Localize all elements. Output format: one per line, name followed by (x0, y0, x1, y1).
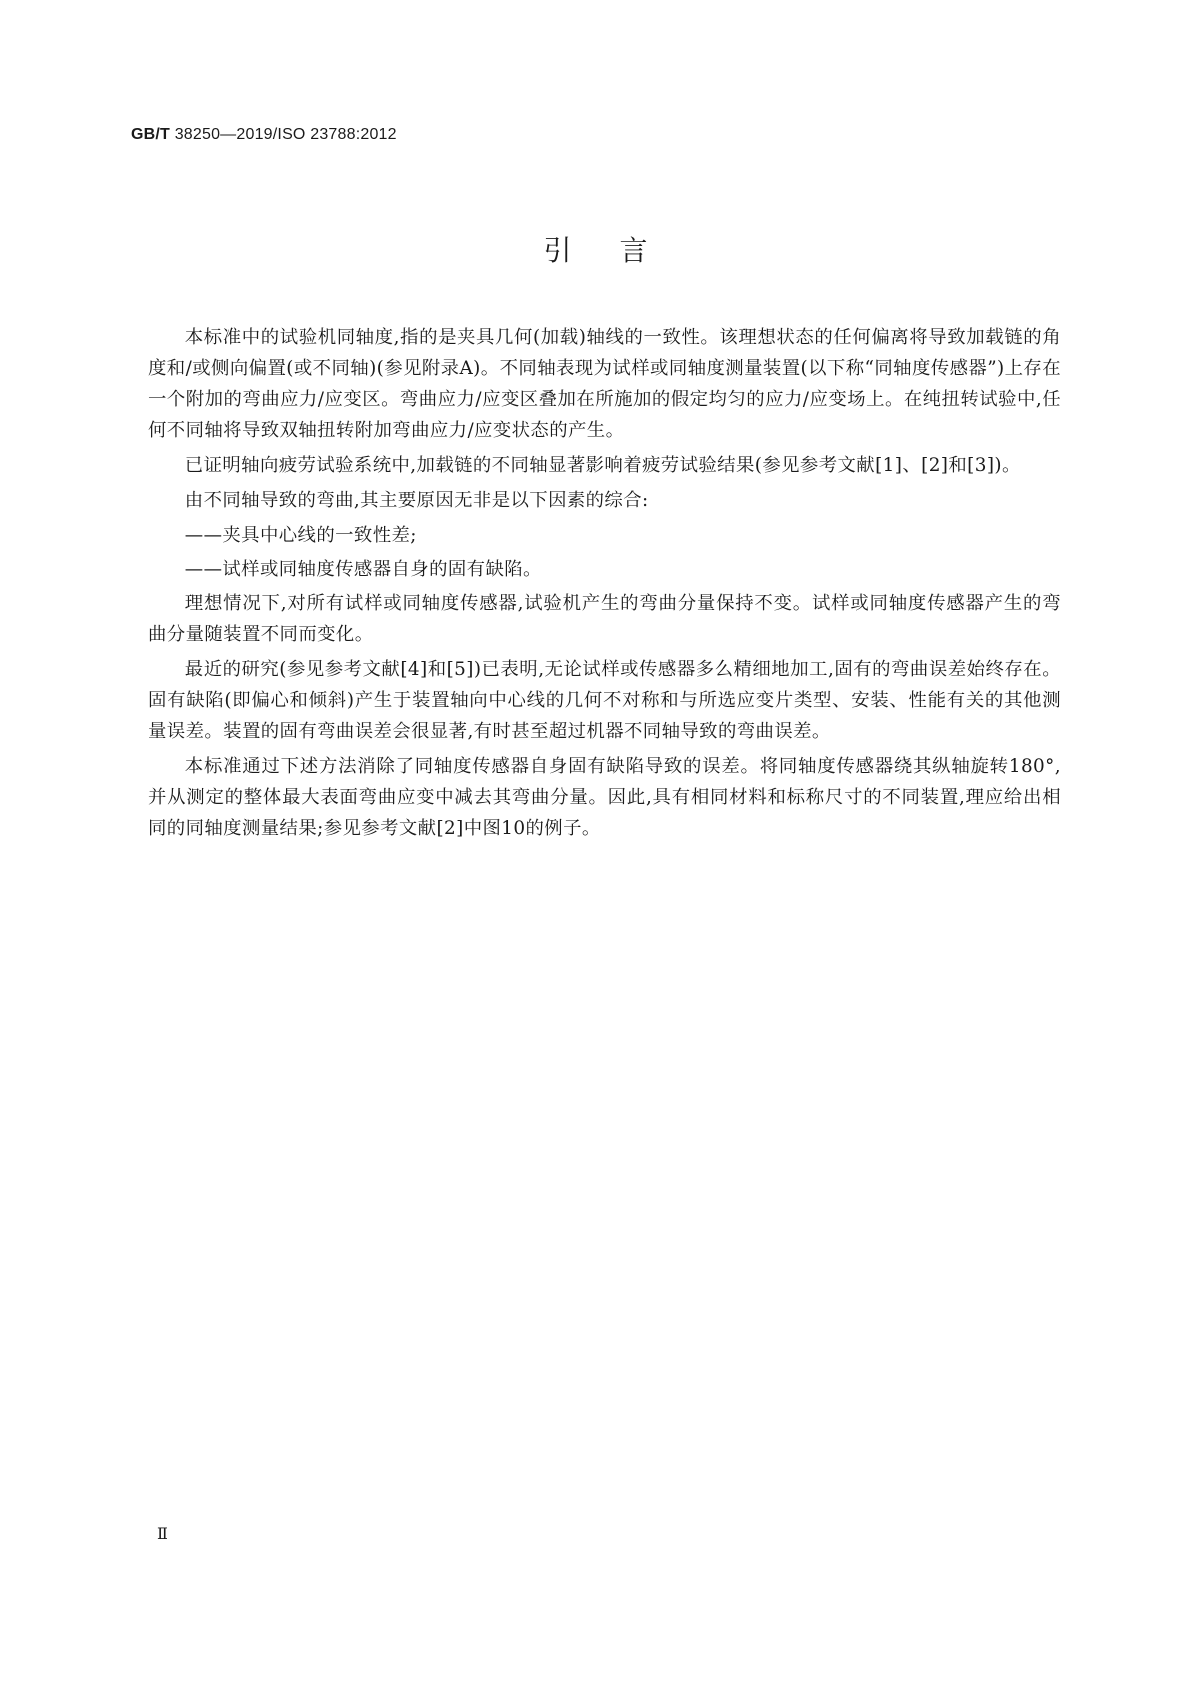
list-item: ——夹具中心线的一致性差; (184, 525, 417, 546)
paragraph: 理想情况下,对所有试样或同轴度传感器,试验机产生的弯曲分量保持不变。试样或同轴度传感器产生的弯曲分量随装置不同而变化。 (148, 593, 1061, 645)
standard-number: 38250—2019/ISO 23788:2012 (174, 126, 397, 143)
paragraph: 已证明轴向疲劳试验系统中,加载链的不同轴显著影响着疲劳试验结果(参见参考文献[1]、[2]和[3])。 (184, 455, 1021, 476)
list-item: ——试样或同轴度传感器自身的固有缺陷。 (184, 559, 542, 580)
body-text (148, 322, 1061, 848)
paragraph: 最近的研究(参见参考文献[4]和[5])已表明,无论试样或传感器多么精细地加工,固有的弯曲误差始终存在。固有缺陷(即偏心和倾斜)产生于装置轴向中心线的几何不对称和与所选应变片类型、安装、性能有关的其他测量误差。装置的固有弯曲误差会很显著,有时甚至超过机器不同轴导致的弯曲误差。 (148, 659, 1061, 742)
page-number: Ⅱ (157, 1524, 168, 1543)
section-title: 引言 (543, 234, 696, 267)
paragraph: 本标准中的试验机同轴度,指的是夹具几何(加载)轴线的一致性。该理想状态的任何偏离将导致加载链的角度和/或侧向偏置(或不同轴)(参见附录A)。不同轴表现为试样或同轴度测量装置(以下称“同轴度传感器”)上存在一个附加的弯曲应力/应变区。弯曲应力/应变区叠加在所施加的假定均匀的应力/应变场上。在纯扭转试验中,任何不同轴将导致双轴扭转附加弯曲应力/应变状态的产生。 (148, 327, 1061, 441)
paragraph: 本标准通过下述方法消除了同轴度传感器自身固有缺陷导致的误差。将同轴度传感器绕其纵轴旋转180°,并从测定的整体最大表面弯曲应变中减去其弯曲分量。因此,具有相同材料和标称尺寸的不同装置,理应给出相同的同轴度测量结果;参见参考文献[2]中图10的例子。 (148, 756, 1061, 839)
paragraph: 由不同轴导致的弯曲,其主要原因无非是以下因素的综合: (184, 490, 649, 511)
standard-header (131, 126, 397, 144)
standard-code: GB/T (131, 126, 171, 143)
